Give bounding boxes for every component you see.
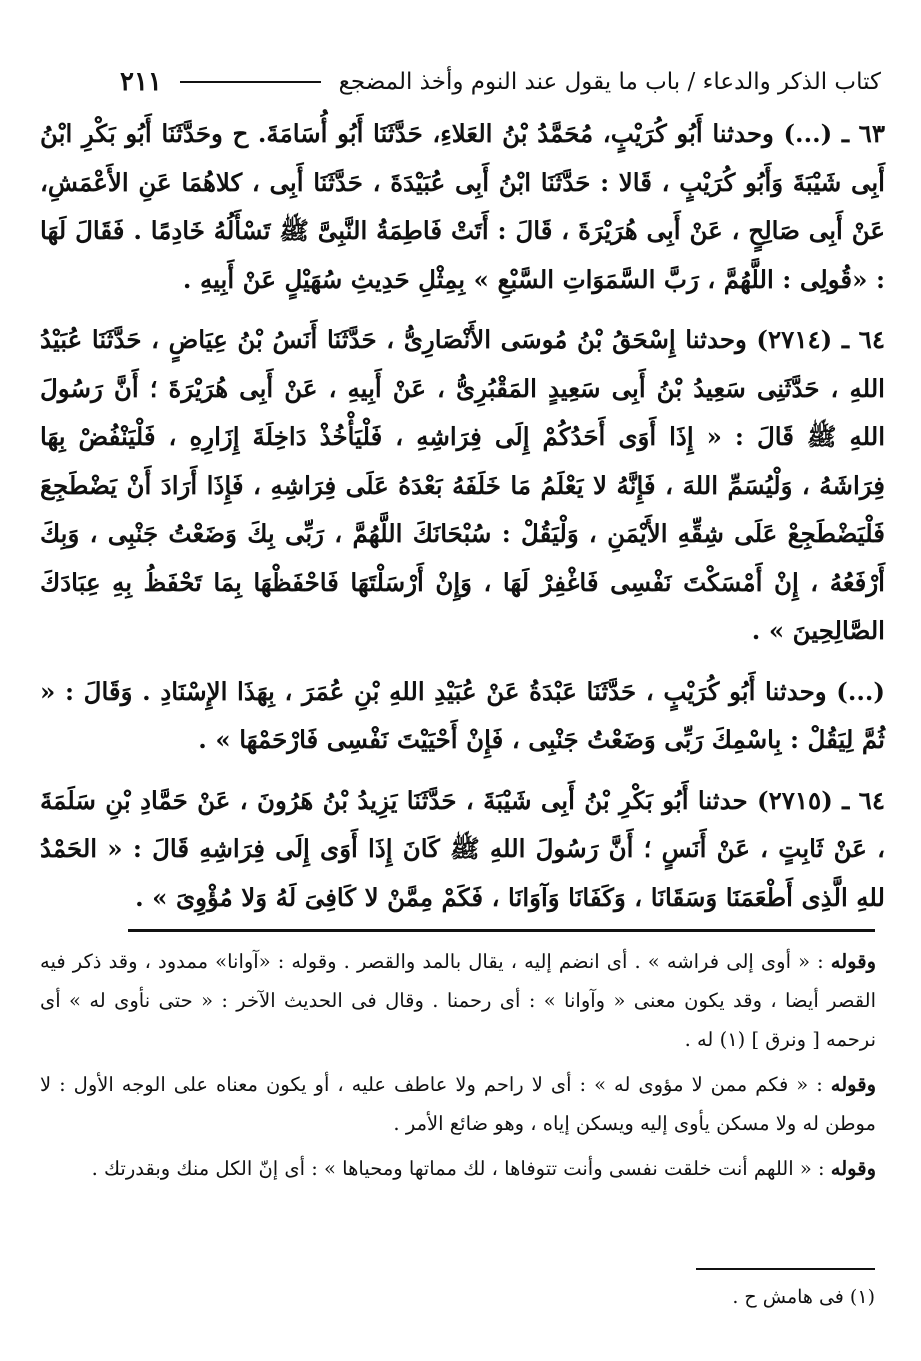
commentary-lead: وقوله xyxy=(830,1157,876,1180)
hadith-paragraph: ٦٣ ـ (...) وحدثنا أَبُو كُرَيْبٍ، مُحَمَّدُ بْنُ العَلاءِ، حَدَّثَنَا أَبُو أُسَامَةَ. ح وحَدَّثَنَا أَبُو بَكْرِ ابْنُ أَبِى شَيْبَةَ وَأَبُو كُرَيْبٍ ، قَالا : حَدَّثَنَا ابْنُ أَبِى عُبَيْدَةَ ، حَدَّثَنَا أَبِى ، كلاهُمَا عَنِ الأَعْمَشِ، عَنْ أَبِى صَالِحٍ ، عَنْ أَبِى هُرَيْرَةَ ، قَالَ : أَتَتْ فَاطِمَةُ النَّبِىَّ ﷺ تَسْأَلُهُ خَادِمًا . فَقَالَ لَهَا : «قُولِى : اللَّهُمَّ ، رَبَّ السَّمَوَاتِ السَّبْعِ » بِمِثْلِ حَدِيثِ سُهَيْلٍ عَنْ أَبِيهِ . xyxy=(40,119,885,294)
commentary xyxy=(40,942,876,1194)
commentary-text: : « أوى إلى فراشه » . أى انضم إليه ، يقال بالمد والقصر . وقوله : «آوانا» ممدود ، وقد ذكر فيه القصر أيضا ، وقد يكون معنى « وآوانا » : أى رحمنا . وقال فى الحديث الآخر : « حتى نأوى له » أى نرحمه [ ونرق ] (١) له . xyxy=(40,950,876,1051)
commentary-lead: وقوله xyxy=(830,1073,876,1096)
footnote: (١) فى هامش ح . xyxy=(732,1286,875,1308)
commentary-lead: وقوله xyxy=(830,950,876,973)
commentary-text: : « فكم ممن لا مؤوى له » : أى لا راحم ولا عاطف عليه ، أو يكون معناه على الوجه الأول : لا موطن له ولا مسكن يأوى إليه ويسكن إياه ، وهو ضائع الأمر . xyxy=(40,1073,876,1135)
header-rule xyxy=(180,81,321,83)
page-number: ٢١١ xyxy=(120,67,162,97)
commentary-divider xyxy=(128,929,875,932)
commentary-paragraph xyxy=(40,1065,876,1143)
footnote-divider xyxy=(696,1268,875,1270)
hadith-paragraph: ٦٤ ـ (٢٧١٤) وحدثنا إِسْحَقُ بْنُ مُوسَى الأَنْصَارِىُّ ، حَدَّثَنَا أَنَسُ بْنُ عِيَاضٍ ، حَدَّثَنَا عُبَيْدُ اللهِ ، حَدَّثَنِى سَعِيدُ بْنُ أَبِى سَعِيدٍ المَقْبُرِىُّ ، عَنْ أَبِيهِ ، عَنْ أَبِى هُرَيْرَةَ ؛ أَنَّ رَسُولَ اللهِ ﷺ قَالَ : « إِذَا أَوَى أَحَدُكُمْ إِلَى فِرَاشِهِ ، فَلْيَأْخُذْ دَاخِلَةَ إِزَارِهِ ، فَلْيَنْفُضْ بِهَا فِرَاشَهُ ، وَلْيُسَمِّ اللهَ ، فَإِنَّهُ لا يَعْلَمُ مَا خَلَفَهُ بَعْدَهُ عَلَى فِرَاشِهِ ، فَإِذَا أَرَادَ أَنْ يَضْطَجِعَ فَلْيَضْطَجِعْ عَلَى شِقِّهِ الأَيْمَنِ ، وَلْيَقُلْ : سُبْحَانَكَ اللَّهُمَّ ، رَبِّى بِكَ وَضَعْتُ جَنْبِى ، وَبِكَ أَرْفَعُهُ ، إِنْ أَمْسَكْتَ نَفْسِى فَاغْفِرْ لَهَا ، وَإِنْ أَرْسَلْتَهَا فَاحْفَظْهَا بِمَا تَحْفَظُ بِهِ عِبَادَكَ الصَّالِحِينَ » . xyxy=(40,325,885,645)
commentary-paragraph xyxy=(40,942,876,1059)
running-header xyxy=(120,62,881,102)
commentary-text: : « اللهم أنت خلقت نفسى وأنت تتوفاها ، لك مماتها ومحياها » : أى إنّ الكل منك وبقدرتك . xyxy=(91,1157,825,1180)
hadith-text xyxy=(40,110,885,922)
hadith-paragraph: ٦٤ ـ (٢٧١٥) حدثنا أَبُو بَكْرِ بْنُ أَبِى شَيْبَةَ ، حَدَّثَنَا يَزِيدُ بْنُ هَرُونَ ، عَنْ حَمَّادِ بْنِ سَلَمَةَ ، عَنْ ثَابِتٍ ، عَنْ أَنَسٍ ؛ أَنَّ رَسُولَ اللهِ ﷺ كَانَ إِذَا أَوَى إِلَى فِرَاشِهِ قَالَ : « الحَمْدُ للهِ الَّذِى أَطْعَمَنَا وَسَقَانَا ، وَكَفَانَا وَآوَانَا ، فَكَمْ مِمَّنْ لا كَافِىَ لَهُ وَلا مُؤْوِىَ » . xyxy=(40,785,885,912)
commentary-paragraph xyxy=(40,1149,876,1188)
header-title: كتاب الذكر والدعاء / باب ما يقول عند النوم وأخذ المضجع xyxy=(338,69,881,95)
hadith-paragraph: (...) وحدثنا أَبُو كُرَيْبٍ ، حَدَّثَنَا عَبْدَةُ عَنْ عُبَيْدِ اللهِ بْنِ عُمَرَ ، بِهَذَا الإِسْنَادِ . وَقَالَ : « ثُمَّ لِيَقُلْ : بِاسْمِكَ رَبِّى وَضَعْتُ جَنْبِى ، فَإِنْ أَحْيَيْتَ نَفْسِى فَارْحَمْهَا » . xyxy=(40,676,885,754)
